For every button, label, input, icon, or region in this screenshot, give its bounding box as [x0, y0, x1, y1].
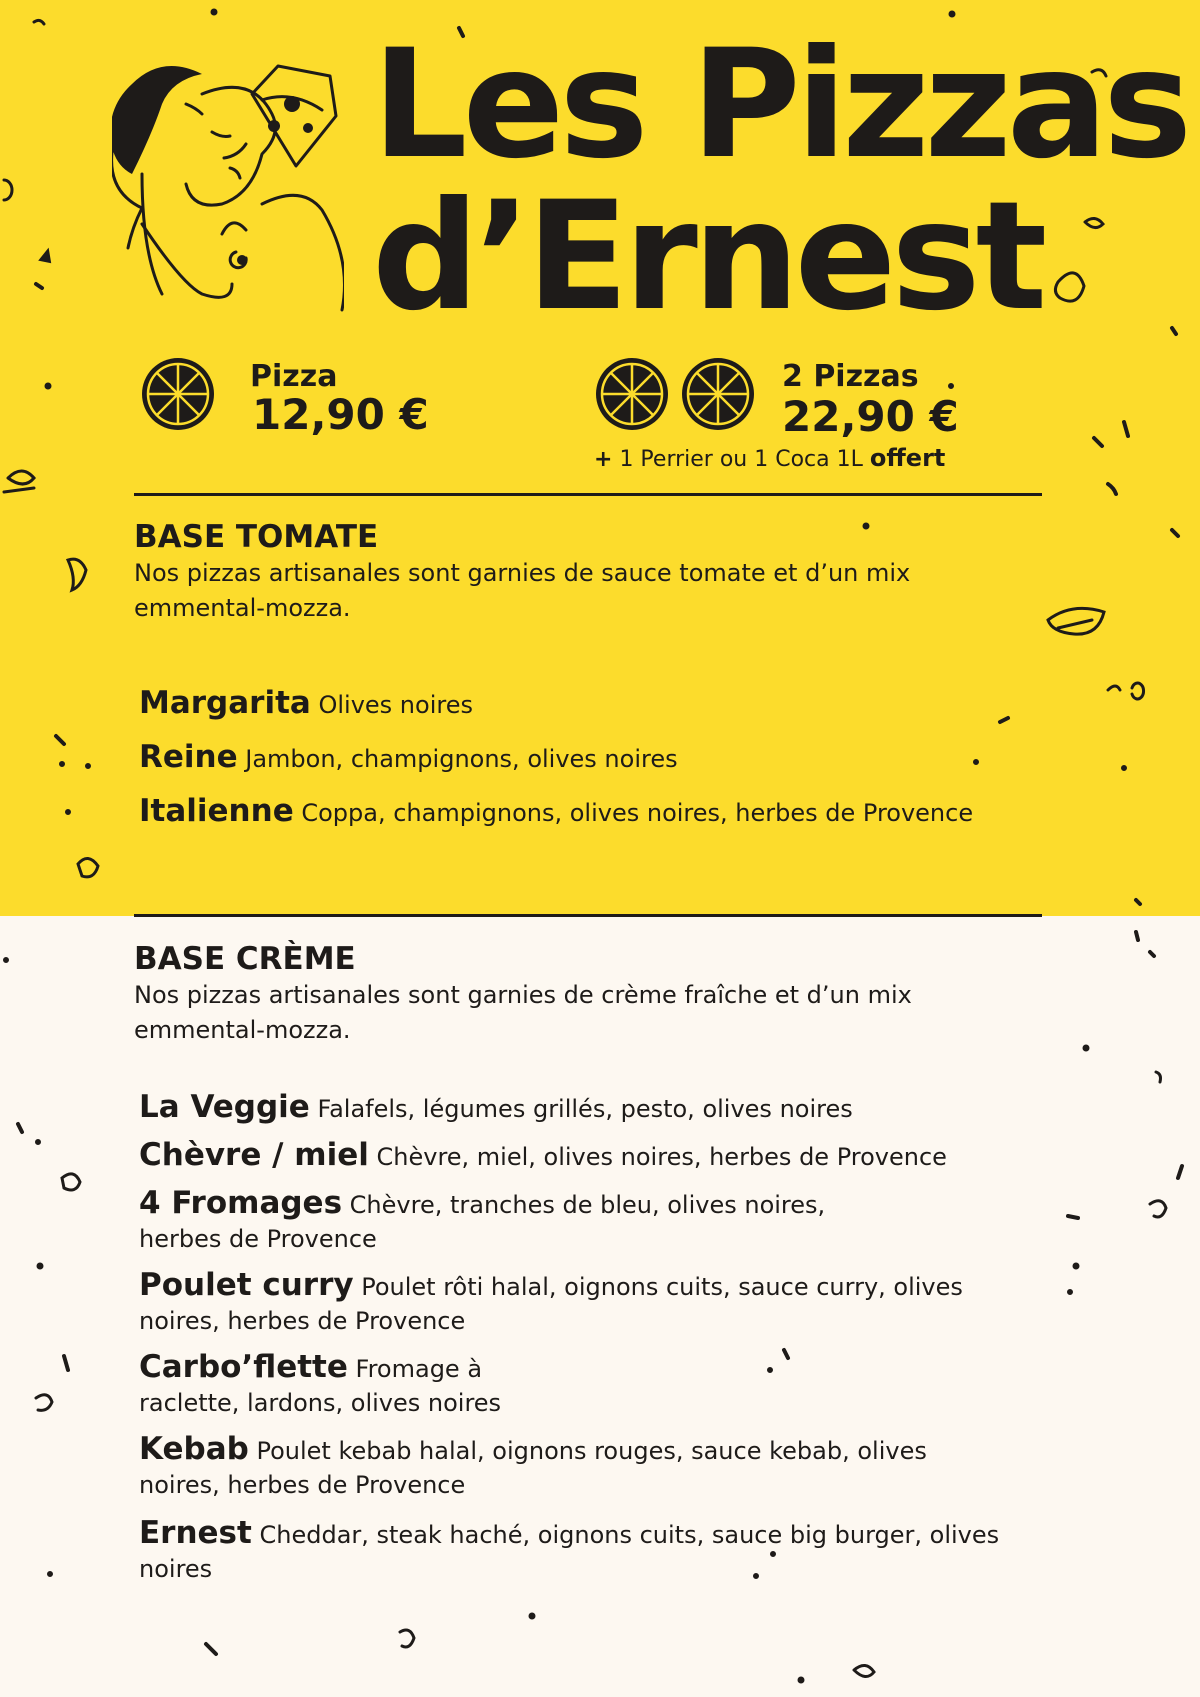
title-line-1: Les Pizzas	[372, 18, 1188, 192]
menu-item	[139, 1432, 959, 1502]
item-ingredients: Coppa, champignons, olives noires, herbes de Provence	[301, 799, 974, 827]
single-pizza-label: Pizza	[250, 359, 338, 394]
item-ingredients: Poulet kebab halal, oignons rouges, sauce kebab, olives noires, herbes de Provence	[139, 1437, 927, 1499]
drink-offer	[594, 444, 945, 472]
two-pizzas-label: 2 Pizzas	[782, 359, 919, 394]
offer-plus: +	[594, 447, 613, 472]
offer-strong: offert	[869, 444, 946, 472]
item-name: Margarita	[139, 685, 311, 721]
menu-item	[139, 740, 1044, 776]
item-name: Carbo’flette	[139, 1349, 348, 1385]
menu-item	[139, 1090, 1044, 1126]
pizza-icon	[680, 356, 756, 432]
menu-item	[139, 1268, 979, 1338]
item-ingredients: Chèvre, tranches de bleu, olives noires, herbes de Provence	[139, 1191, 826, 1253]
item-name: 4 Fromages	[139, 1185, 343, 1221]
item-ingredients: Fromage à raclette, lardons, olives noires	[139, 1355, 502, 1417]
item-name: Reine	[139, 739, 238, 775]
offer-text: 1 Perrier ou 1 Coca 1L	[619, 447, 863, 472]
menu-item	[139, 686, 1044, 722]
menu-item	[139, 1350, 559, 1420]
two-pizzas-price: 22,90 €	[782, 392, 959, 441]
divider	[134, 493, 1042, 496]
item-ingredients: Falafels, légumes grillés, pesto, olives noires	[317, 1095, 853, 1123]
item-name: Ernest	[139, 1515, 252, 1551]
item-name: Kebab	[139, 1431, 249, 1467]
pizza-icon	[140, 356, 216, 432]
item-ingredients: Poulet rôti halal, oignons cuits, sauce curry, olives noires, herbes de Provence	[139, 1273, 963, 1335]
section-description-base-creme: Nos pizzas artisanales sont garnies de crème fraîche et d’un mix emmental-mozza.	[134, 981, 912, 1044]
item-name: Chèvre / miel	[139, 1137, 369, 1173]
menu-item	[139, 1516, 1019, 1586]
pizza-icon	[594, 356, 670, 432]
title-line-2: d’Ernest	[372, 170, 1043, 344]
single-pizza-price: 12,90 €	[252, 390, 429, 439]
menu-item	[139, 794, 1044, 830]
item-ingredients: Olives noires	[318, 691, 473, 719]
item-name: Italienne	[139, 793, 294, 829]
item-ingredients: Chèvre, miel, olives noires, herbes de Provence	[376, 1143, 947, 1171]
section-title-base-tomate: BASE TOMATE	[134, 519, 379, 555]
menu-item	[139, 1186, 899, 1256]
section-description-base-tomate: Nos pizzas artisanales sont garnies de sauce tomate et d’un mix emmental-mozza.	[134, 559, 911, 622]
item-name: La Veggie	[139, 1089, 310, 1125]
divider	[134, 914, 1042, 917]
section-title-base-creme: BASE CRÈME	[134, 941, 356, 977]
item-ingredients: Cheddar, steak haché, oignons cuits, sauce big burger, olives noires	[139, 1521, 1000, 1583]
item-ingredients: Jambon, champignons, olives noires	[245, 745, 678, 773]
woman-eating-pizza-illustration	[112, 54, 344, 322]
menu-item	[139, 1138, 1044, 1174]
item-name: Poulet curry	[139, 1267, 354, 1303]
